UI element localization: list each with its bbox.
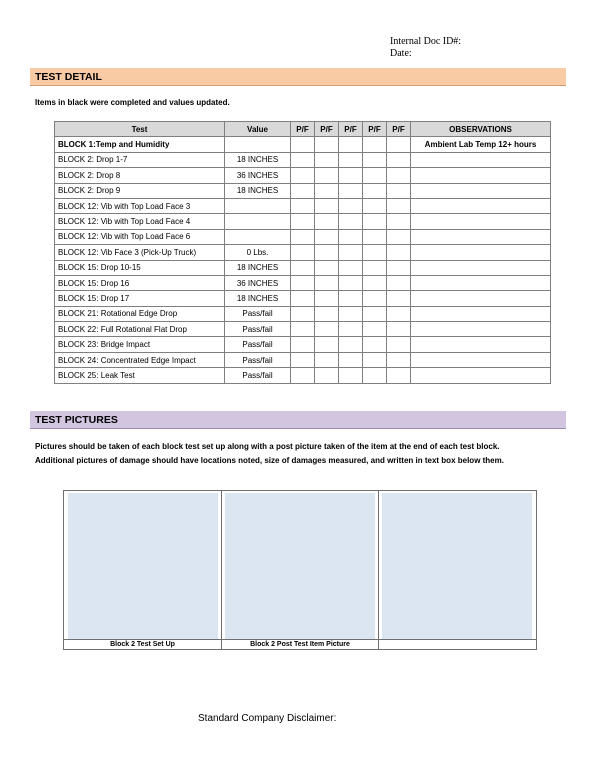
pf-cell: [339, 152, 363, 167]
test-name-cell: BLOCK 12: Vib with Top Load Face 3: [55, 198, 225, 213]
pf-cell: [315, 245, 339, 260]
table-row: [55, 168, 551, 183]
table-row: [55, 214, 551, 229]
pf-cell: [387, 322, 411, 337]
pf-cell: [315, 152, 339, 167]
pf-cell: [387, 229, 411, 244]
table-row: [55, 260, 551, 275]
observations-cell: [411, 291, 551, 306]
observations-cell: [411, 260, 551, 275]
caption-1: Block 2 Test Set Up: [110, 641, 175, 648]
pf-cell: [339, 183, 363, 198]
table-row: [55, 291, 551, 306]
pf-cell: [291, 291, 315, 306]
table-row: [55, 368, 551, 383]
pf-cell: [387, 368, 411, 383]
pf-cell: [387, 275, 411, 290]
observations-cell: [411, 368, 551, 383]
pf-cell: [387, 168, 411, 183]
picture-placeholder-1[interactable]: [68, 493, 218, 639]
pf-cell: [315, 168, 339, 183]
value-cell: Pass/fail: [225, 306, 291, 321]
pf-cell: [315, 137, 339, 152]
table-row: [55, 152, 551, 167]
pf-cell: [387, 137, 411, 152]
column-header-value: Value: [225, 122, 291, 137]
pf-cell: [387, 306, 411, 321]
pf-cell: [363, 229, 387, 244]
column-header-pf-3: P/F: [339, 122, 363, 137]
observations-cell: [411, 168, 551, 183]
pf-cell: [291, 368, 315, 383]
test-name-cell: BLOCK 12: Vib with Top Load Face 6: [55, 229, 225, 244]
table-row: [55, 275, 551, 290]
test-name-cell: BLOCK 15: Drop 17: [55, 291, 225, 306]
value-cell: Pass/fail: [225, 337, 291, 352]
pf-cell: [315, 291, 339, 306]
value-cell: 18 INCHES: [225, 260, 291, 275]
pf-cell: [315, 260, 339, 275]
pf-cell: [387, 291, 411, 306]
pf-cell: [339, 322, 363, 337]
test-detail-header: TEST DETAIL: [30, 68, 566, 86]
caption-row: [64, 639, 536, 650]
value-cell: Pass/fail: [225, 352, 291, 367]
pf-cell: [315, 322, 339, 337]
test-rows: [55, 137, 551, 383]
test-name-cell: BLOCK 25: Leak Test: [55, 368, 225, 383]
pf-cell: [291, 229, 315, 244]
value-cell: Pass/fail: [225, 368, 291, 383]
test-name-cell: BLOCK 23: Bridge Impact: [55, 337, 225, 352]
observations-cell: [411, 275, 551, 290]
caption-3: [379, 640, 536, 650]
column-header-test: Test: [55, 122, 225, 137]
picture-divider: [378, 491, 379, 649]
pf-cell: [315, 229, 339, 244]
pf-cell: [387, 260, 411, 275]
pf-cell: [363, 198, 387, 213]
value-cell: 36 INCHES: [225, 275, 291, 290]
observations-cell: [411, 152, 551, 167]
pf-cell: [315, 275, 339, 290]
pf-cell: [387, 352, 411, 367]
pf-cell: [363, 291, 387, 306]
column-header-pf-4: P/F: [363, 122, 387, 137]
picture-placeholder-2[interactable]: [225, 493, 375, 639]
test-name-cell: BLOCK 2: Drop 8: [55, 168, 225, 183]
pf-cell: [363, 368, 387, 383]
value-cell: 0 Lbs.: [225, 245, 291, 260]
value-cell: [225, 137, 291, 152]
column-header-observations: OBSERVATIONS: [411, 122, 551, 137]
observations-cell: [411, 198, 551, 213]
table-row: [55, 322, 551, 337]
observations-cell: Ambient Lab Temp 12+ hours: [411, 137, 551, 152]
pf-cell: [339, 291, 363, 306]
pf-cell: [363, 245, 387, 260]
test-name-cell: BLOCK 24: Concentrated Edge Impact: [55, 352, 225, 367]
pf-cell: [315, 198, 339, 213]
test-detail-note: Items in black were completed and values updated.: [35, 98, 230, 107]
pf-cell: [363, 306, 387, 321]
pf-cell: [291, 322, 315, 337]
pf-cell: [363, 275, 387, 290]
pf-cell: [363, 183, 387, 198]
observations-cell: [411, 337, 551, 352]
pf-cell: [339, 168, 363, 183]
pf-cell: [363, 152, 387, 167]
pf-cell: [387, 152, 411, 167]
test-name-cell: BLOCK 2: Drop 1-7: [55, 152, 225, 167]
table-header-row: [55, 122, 551, 137]
table-row: [55, 229, 551, 244]
column-header-pf-2: P/F: [315, 122, 339, 137]
test-detail-table: [54, 121, 551, 384]
test-name-cell: BLOCK 12: Vib Face 3 (Pick-Up Truck): [55, 245, 225, 260]
column-header-pf-1: P/F: [291, 122, 315, 137]
pf-cell: [387, 183, 411, 198]
pf-cell: [291, 137, 315, 152]
table-row: [55, 352, 551, 367]
value-cell: Pass/fail: [225, 322, 291, 337]
table-row: [55, 198, 551, 213]
table-row: [55, 183, 551, 198]
doc-id-label: Internal Doc ID#:: [390, 36, 462, 47]
table-row: [55, 337, 551, 352]
pf-cell: [339, 306, 363, 321]
pf-cell: [291, 260, 315, 275]
pf-cell: [291, 275, 315, 290]
pf-cell: [291, 337, 315, 352]
pf-cell: [291, 352, 315, 367]
pf-cell: [339, 214, 363, 229]
pf-cell: [291, 168, 315, 183]
pf-cell: [315, 368, 339, 383]
pf-cell: [315, 352, 339, 367]
pf-cell: [387, 245, 411, 260]
value-cell: [225, 229, 291, 244]
test-pictures-note-line-2: Additional pictures of damage should have locations noted, size of damages measured, and written in text box below them.: [35, 456, 504, 465]
test-name-cell: BLOCK 2: Drop 9: [55, 183, 225, 198]
pf-cell: [339, 275, 363, 290]
pf-cell: [339, 337, 363, 352]
pf-cell: [339, 260, 363, 275]
value-cell: [225, 214, 291, 229]
test-name-cell: BLOCK 21: Rotational Edge Drop: [55, 306, 225, 321]
pf-cell: [363, 322, 387, 337]
test-pictures-header: TEST PICTURES: [30, 411, 566, 429]
pf-cell: [363, 137, 387, 152]
observations-cell: [411, 229, 551, 244]
table-row: [55, 137, 551, 152]
test-name-cell: BLOCK 15: Drop 16: [55, 275, 225, 290]
picture-divider: [221, 491, 222, 649]
pf-cell: [291, 306, 315, 321]
value-cell: 36 INCHES: [225, 168, 291, 183]
caption-2: Block 2 Post Test Item Picture: [250, 641, 350, 648]
pf-cell: [363, 168, 387, 183]
pf-cell: [387, 214, 411, 229]
value-cell: 18 INCHES: [225, 291, 291, 306]
value-cell: 18 INCHES: [225, 152, 291, 167]
pf-cell: [315, 337, 339, 352]
observations-cell: [411, 352, 551, 367]
picture-frame: [63, 490, 537, 650]
pf-cell: [339, 352, 363, 367]
pf-cell: [291, 214, 315, 229]
observations-cell: [411, 183, 551, 198]
pf-cell: [387, 198, 411, 213]
table-row: [55, 306, 551, 321]
pf-cell: [315, 214, 339, 229]
date-label: Date:: [390, 48, 412, 59]
pf-cell: [363, 260, 387, 275]
test-name-cell: BLOCK 12: Vib with Top Load Face 4: [55, 214, 225, 229]
test-pictures-note: [35, 440, 504, 468]
observations-cell: [411, 245, 551, 260]
observations-cell: [411, 306, 551, 321]
observations-cell: [411, 214, 551, 229]
value-cell: 18 INCHES: [225, 183, 291, 198]
pf-cell: [315, 306, 339, 321]
value-cell: [225, 198, 291, 213]
pf-cell: [339, 368, 363, 383]
pf-cell: [363, 337, 387, 352]
pf-cell: [387, 337, 411, 352]
pf-cell: [291, 183, 315, 198]
test-name-cell: BLOCK 1:Temp and Humidity: [55, 137, 225, 152]
column-header-pf-5: P/F: [387, 122, 411, 137]
pf-cell: [339, 229, 363, 244]
test-name-cell: BLOCK 22: Full Rotational Flat Drop: [55, 322, 225, 337]
pf-cell: [339, 198, 363, 213]
pf-cell: [363, 214, 387, 229]
picture-placeholder-3[interactable]: [382, 493, 532, 639]
pf-cell: [339, 137, 363, 152]
test-pictures-note-line-1: Pictures should be taken of each block test set up along with a post picture taken of the item at the end of each test block.: [35, 442, 500, 451]
company-disclaimer: Standard Company Disclaimer:: [198, 713, 337, 724]
pf-cell: [291, 198, 315, 213]
pf-cell: [363, 352, 387, 367]
pf-cell: [315, 183, 339, 198]
test-name-cell: BLOCK 15: Drop 10-15: [55, 260, 225, 275]
pf-cell: [339, 245, 363, 260]
observations-cell: [411, 322, 551, 337]
pf-cell: [291, 152, 315, 167]
document-meta: [390, 36, 461, 60]
table-row: [55, 245, 551, 260]
pf-cell: [291, 245, 315, 260]
